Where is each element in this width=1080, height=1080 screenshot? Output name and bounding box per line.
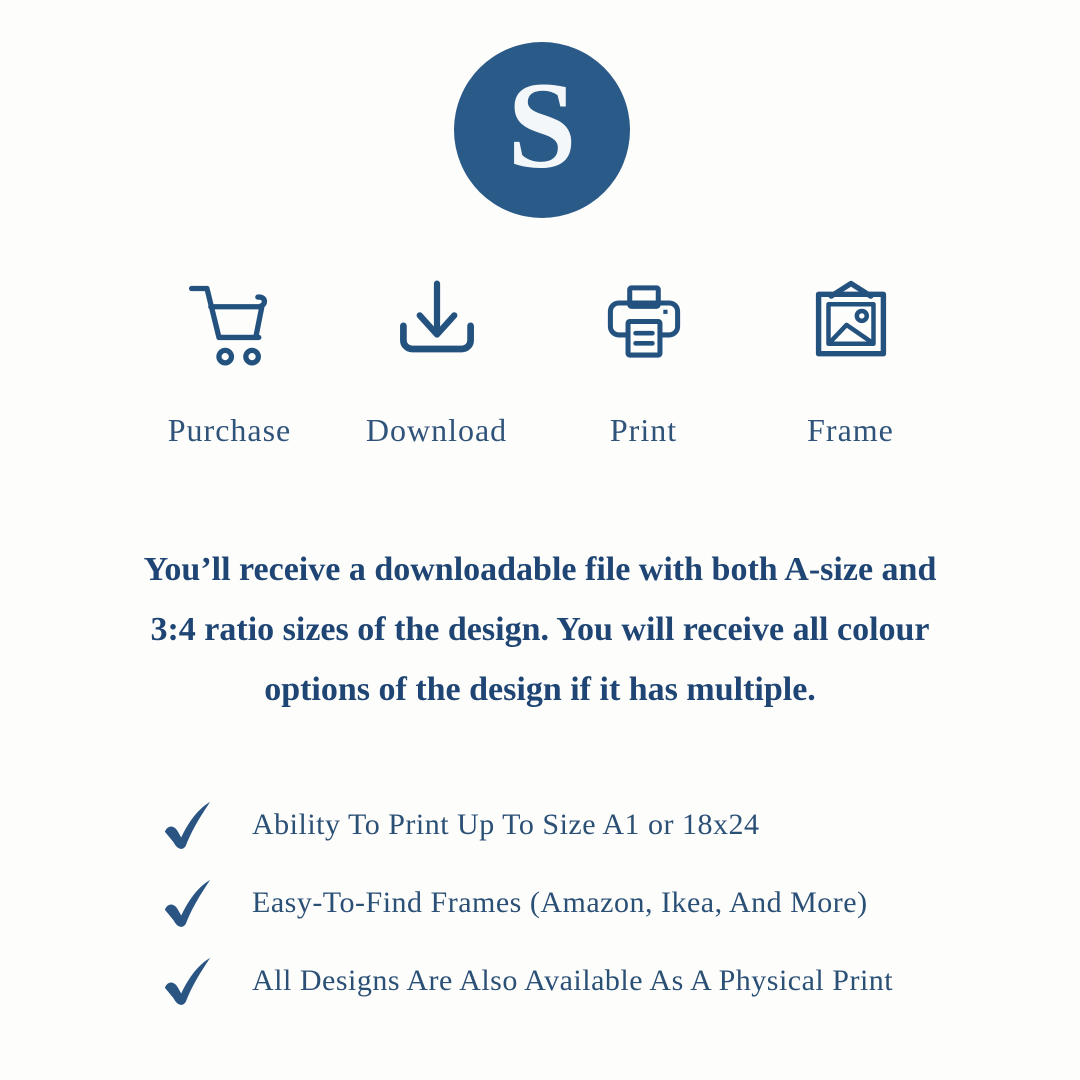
description-line-2: 3:4 ratio sizes of the design. You will receive all colour [150, 611, 930, 648]
check-icon [162, 956, 212, 1006]
cart-icon [182, 272, 278, 376]
brand-logo-letter: S [507, 57, 577, 194]
check-icon [162, 878, 212, 928]
checklist-item [162, 956, 893, 1006]
feature-download [333, 272, 540, 449]
frame-icon [806, 272, 896, 376]
checklist-item-text: Ability To Print Up To Size A1 or 18x24 [252, 808, 760, 841]
checklist-item [162, 878, 893, 928]
checklist-item [162, 800, 893, 850]
checklist-item-text: Easy-To-Find Frames (Amazon, Ikea, And More) [252, 886, 868, 919]
feature-label-print: Print [609, 412, 678, 448]
feature-label-download: Download [365, 412, 508, 448]
feature-label-purchase: Purchase [167, 412, 292, 448]
feature-purchase [126, 272, 333, 449]
printer-icon [602, 272, 686, 376]
brand-logo [454, 42, 630, 218]
checklist [162, 800, 893, 1034]
features-row [126, 272, 954, 449]
description-paragraph [0, 540, 1080, 720]
description-line-1: You’ll receive a downloadable file with both A-size and [143, 551, 937, 588]
check-icon [162, 800, 212, 850]
checklist-item-text: All Designs Are Also Available As A Physical Print [252, 964, 894, 997]
feature-print [540, 272, 747, 449]
feature-frame [747, 272, 954, 449]
download-icon [389, 272, 485, 376]
feature-label-frame: Frame [807, 412, 894, 448]
description-line-3: options of the design if it has multiple. [264, 671, 816, 708]
